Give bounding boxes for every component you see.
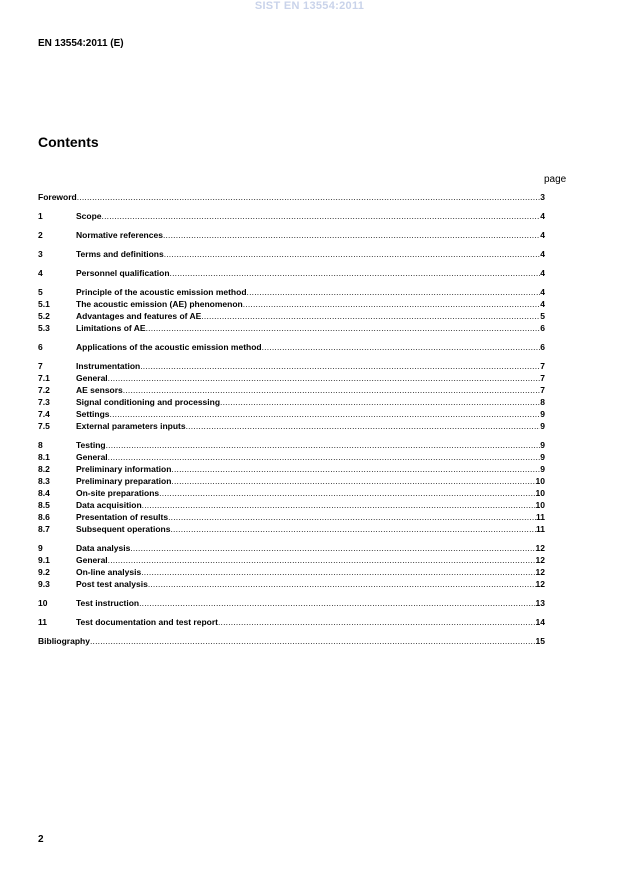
- dot-leader: [139, 597, 535, 609]
- toc-entry-page: 12: [535, 543, 545, 553]
- toc-entry-title: General: [76, 373, 108, 383]
- toc-entry[interactable]: [38, 578, 545, 590]
- toc-entry-title: Scope: [76, 211, 102, 221]
- toc-entry-title: Settings: [76, 409, 110, 419]
- dot-leader: [123, 384, 540, 396]
- toc-entry-page: 4: [540, 299, 545, 309]
- toc-entry-number: 7.3: [38, 397, 50, 407]
- toc-entry-number: 9.2: [38, 567, 50, 577]
- dot-leader: [218, 616, 536, 628]
- toc-entry-line: [76, 322, 545, 334]
- toc-entry-number: 5.2: [38, 311, 50, 321]
- toc-entry-line: [76, 384, 545, 396]
- toc-entry[interactable]: [38, 191, 545, 203]
- toc-entry-line: [76, 396, 545, 408]
- dot-leader: [148, 578, 536, 590]
- toc-entry-title: Applications of the acoustic emission method: [76, 342, 262, 352]
- toc-entry-title: Normative references: [76, 230, 163, 240]
- dot-leader: [186, 420, 541, 432]
- dot-leader: [168, 511, 536, 523]
- dot-leader: [108, 372, 541, 384]
- toc-entry-title: General: [76, 555, 108, 565]
- toc-entry-title: Post test analysis: [76, 579, 148, 589]
- toc-entry-page: 4: [540, 249, 545, 259]
- toc-entry-page: 12: [535, 579, 545, 589]
- toc-entry-title: Signal conditioning and processing: [76, 397, 221, 407]
- toc-entry[interactable]: [38, 372, 545, 384]
- toc-entry-page: 3: [540, 192, 545, 202]
- toc-entry-page: 14: [535, 617, 545, 627]
- toc-entry-title: Principle of the acoustic emission method: [76, 287, 247, 297]
- toc-entry-number: 4: [38, 268, 43, 278]
- dot-leader: [77, 191, 541, 203]
- toc-entry[interactable]: [38, 322, 545, 334]
- toc-entry[interactable]: [38, 635, 545, 647]
- toc-entry-line: [76, 248, 545, 260]
- toc-entry-page: 5: [540, 311, 545, 321]
- dot-leader: [142, 499, 536, 511]
- table-of-contents: [38, 191, 545, 647]
- toc-entry-line: [76, 597, 545, 609]
- toc-entry-line: [76, 408, 545, 420]
- toc-entry-number: 9: [38, 543, 43, 553]
- dot-leader: [171, 475, 535, 487]
- toc-entry-title: Preliminary information: [76, 464, 172, 474]
- toc-entry-page: 11: [536, 524, 545, 534]
- dot-leader: [130, 542, 535, 554]
- dot-leader: [108, 554, 536, 566]
- toc-entry-number: 9.1: [38, 555, 50, 565]
- dot-leader: [141, 566, 535, 578]
- toc-entry-number: 5: [38, 287, 43, 297]
- toc-entry-line: [76, 487, 545, 499]
- toc-entry-page: 7: [540, 385, 545, 395]
- toc-entry-page: 9: [540, 440, 545, 450]
- dot-leader: [243, 298, 541, 310]
- toc-entry-number: 2: [38, 230, 43, 240]
- toc-entry-line: [76, 210, 545, 222]
- dot-leader: [159, 487, 535, 499]
- toc-entry-title: On-line analysis: [76, 567, 142, 577]
- toc-entry-number: 5.3: [38, 323, 50, 333]
- toc-entry-title: Data analysis: [76, 543, 131, 553]
- toc-entry-number: 11: [38, 617, 47, 627]
- toc-entry-title: General: [76, 452, 108, 462]
- toc-entry-line: [76, 372, 545, 384]
- toc-entry-title: Test instruction: [76, 598, 140, 608]
- toc-entry-page: 4: [540, 268, 545, 278]
- toc-entry[interactable]: [38, 420, 545, 432]
- toc-entry[interactable]: [38, 396, 545, 408]
- toc-entry-title: Preliminary preparation: [76, 476, 172, 486]
- dot-leader: [170, 523, 536, 535]
- toc-entry[interactable]: [38, 310, 545, 322]
- toc-entry[interactable]: [38, 511, 545, 523]
- toc-entry-page: 10: [535, 500, 545, 510]
- toc-entry-line: [76, 341, 545, 353]
- toc-entry-line: [38, 191, 545, 203]
- toc-entry[interactable]: [38, 597, 545, 609]
- toc-entry-title: Subsequent operations: [76, 524, 171, 534]
- dot-leader: [106, 439, 541, 451]
- toc-entry-title: Foreword: [38, 192, 77, 202]
- dot-leader: [164, 248, 541, 260]
- toc-entry-line: [76, 566, 545, 578]
- toc-entry[interactable]: [38, 616, 545, 628]
- toc-entry-number: 6: [38, 342, 43, 352]
- toc-entry-number: 8.6: [38, 512, 50, 522]
- toc-entry-title: Terms and definitions: [76, 249, 164, 259]
- toc-entry-page: 13: [535, 598, 545, 608]
- toc-entry-number: 7.2: [38, 385, 50, 395]
- toc-entry-line: [76, 229, 545, 241]
- toc-entry-line: [76, 616, 545, 628]
- toc-entry-line: [76, 523, 545, 535]
- toc-entry[interactable]: [38, 439, 545, 451]
- toc-entry-title: External parameters inputs: [76, 421, 186, 431]
- toc-entry-line: [76, 360, 545, 372]
- toc-entry-page: 4: [540, 287, 545, 297]
- toc-entry-title: Testing: [76, 440, 106, 450]
- toc-entry[interactable]: [38, 475, 545, 487]
- toc-entry[interactable]: [38, 298, 545, 310]
- toc-entry-line: [76, 578, 545, 590]
- toc-entry-number: 8.1: [38, 452, 50, 462]
- toc-entry-title: Test documentation and test report: [76, 617, 218, 627]
- dot-leader: [247, 286, 541, 298]
- toc-entry-number: 8.2: [38, 464, 50, 474]
- dot-leader: [140, 360, 540, 372]
- toc-entry-number: 7.4: [38, 409, 50, 419]
- dot-leader: [220, 396, 540, 408]
- toc-entry-number: 7.5: [38, 421, 50, 431]
- toc-entry-line: [76, 420, 545, 432]
- toc-entry-title: Limitations of AE: [76, 323, 146, 333]
- toc-entry-page: 12: [535, 555, 545, 565]
- page-title: Contents: [38, 134, 99, 150]
- toc-entry-page: 10: [535, 476, 545, 486]
- toc-entry-title: Bibliography: [38, 636, 90, 646]
- toc-entry-page: 8: [540, 397, 545, 407]
- toc-entry-line: [76, 298, 545, 310]
- toc-entry-title: Advantages and features of AE: [76, 311, 202, 321]
- toc-entry-number: 8.4: [38, 488, 50, 498]
- toc-entry-number: 8.5: [38, 500, 50, 510]
- toc-entry-page: 4: [540, 230, 545, 240]
- toc-entry-title: Personnel qualification: [76, 268, 170, 278]
- document-id: EN 13554:2011 (E): [38, 38, 124, 49]
- toc-entry-page: 15: [535, 636, 545, 646]
- page-column-label: page: [544, 174, 567, 185]
- toc-entry[interactable]: [38, 566, 545, 578]
- toc-entry-page: 7: [540, 361, 545, 371]
- toc-entry-page: 11: [536, 512, 545, 522]
- toc-entry-line: [76, 310, 545, 322]
- toc-entry-number: 10: [38, 598, 48, 608]
- dot-leader: [108, 451, 541, 463]
- page-number: 2: [38, 834, 44, 845]
- toc-entry-title: AE sensors: [76, 385, 123, 395]
- toc-entry[interactable]: [38, 229, 545, 241]
- toc-entry[interactable]: [38, 451, 545, 463]
- toc-entry[interactable]: [38, 542, 545, 554]
- toc-entry-line: [76, 499, 545, 511]
- toc-entry-number: 7.1: [38, 373, 50, 383]
- toc-entry-page: 7: [540, 373, 545, 383]
- toc-entry[interactable]: [38, 523, 545, 535]
- toc-entry-number: 9.3: [38, 579, 50, 589]
- toc-entry-number: 1: [38, 211, 43, 221]
- dot-leader: [90, 635, 536, 647]
- dot-leader: [110, 408, 541, 420]
- dot-leader: [163, 229, 540, 241]
- toc-entry-title: Data acquisition: [76, 500, 142, 510]
- toc-entry-page: 6: [540, 323, 545, 333]
- toc-entry-number: 8.7: [38, 524, 50, 534]
- toc-entry-page: 9: [540, 452, 545, 462]
- toc-entry[interactable]: [38, 554, 545, 566]
- toc-entry-number: 5.1: [38, 299, 50, 309]
- toc-entry-line: [76, 542, 545, 554]
- toc-entry-title: The acoustic emission (AE) phenomenon: [76, 299, 243, 309]
- toc-entry-page: 6: [540, 342, 545, 352]
- toc-entry[interactable]: [38, 248, 545, 260]
- toc-entry-title: Presentation of results: [76, 512, 169, 522]
- toc-entry-line: [76, 451, 545, 463]
- toc-entry-line: [76, 463, 545, 475]
- toc-entry-number: 3: [38, 249, 43, 259]
- toc-entry[interactable]: [38, 267, 545, 279]
- toc-entry-page: 9: [540, 409, 545, 419]
- toc-entry-page: 12: [535, 567, 545, 577]
- toc-entry-line: [76, 286, 545, 298]
- toc-entry-line: [76, 439, 545, 451]
- toc-entry-line: [76, 267, 545, 279]
- toc-entry[interactable]: [38, 499, 545, 511]
- dot-leader: [146, 322, 541, 334]
- toc-entry[interactable]: [38, 360, 545, 372]
- toc-entry-line: [76, 475, 545, 487]
- dot-leader: [171, 463, 540, 475]
- dot-leader: [170, 267, 541, 279]
- toc-entry-number: 7: [38, 361, 43, 371]
- toc-entry-number: 8.3: [38, 476, 50, 486]
- dot-leader: [102, 210, 541, 222]
- toc-entry-page: 9: [540, 421, 545, 431]
- toc-entry[interactable]: [38, 463, 545, 475]
- toc-entry-title: Instrumentation: [76, 361, 141, 371]
- watermark-text: SIST EN 13554:2011: [254, 0, 365, 12]
- toc-entry-number: 8: [38, 440, 43, 450]
- toc-entry-page: 9: [540, 464, 545, 474]
- toc-entry[interactable]: [38, 487, 545, 499]
- toc-entry-line: [76, 554, 545, 566]
- toc-entry[interactable]: [38, 210, 545, 222]
- toc-entry[interactable]: [38, 408, 545, 420]
- toc-entry-title: On-site preparations: [76, 488, 160, 498]
- dot-leader: [201, 310, 540, 322]
- toc-entry-page: 4: [540, 211, 545, 221]
- toc-entry[interactable]: [38, 286, 545, 298]
- dot-leader: [262, 341, 541, 353]
- toc-entry-line: [38, 635, 545, 647]
- toc-entry-line: [76, 511, 545, 523]
- toc-entry[interactable]: [38, 384, 545, 396]
- toc-entry[interactable]: [38, 341, 545, 353]
- toc-entry-page: 10: [535, 488, 545, 498]
